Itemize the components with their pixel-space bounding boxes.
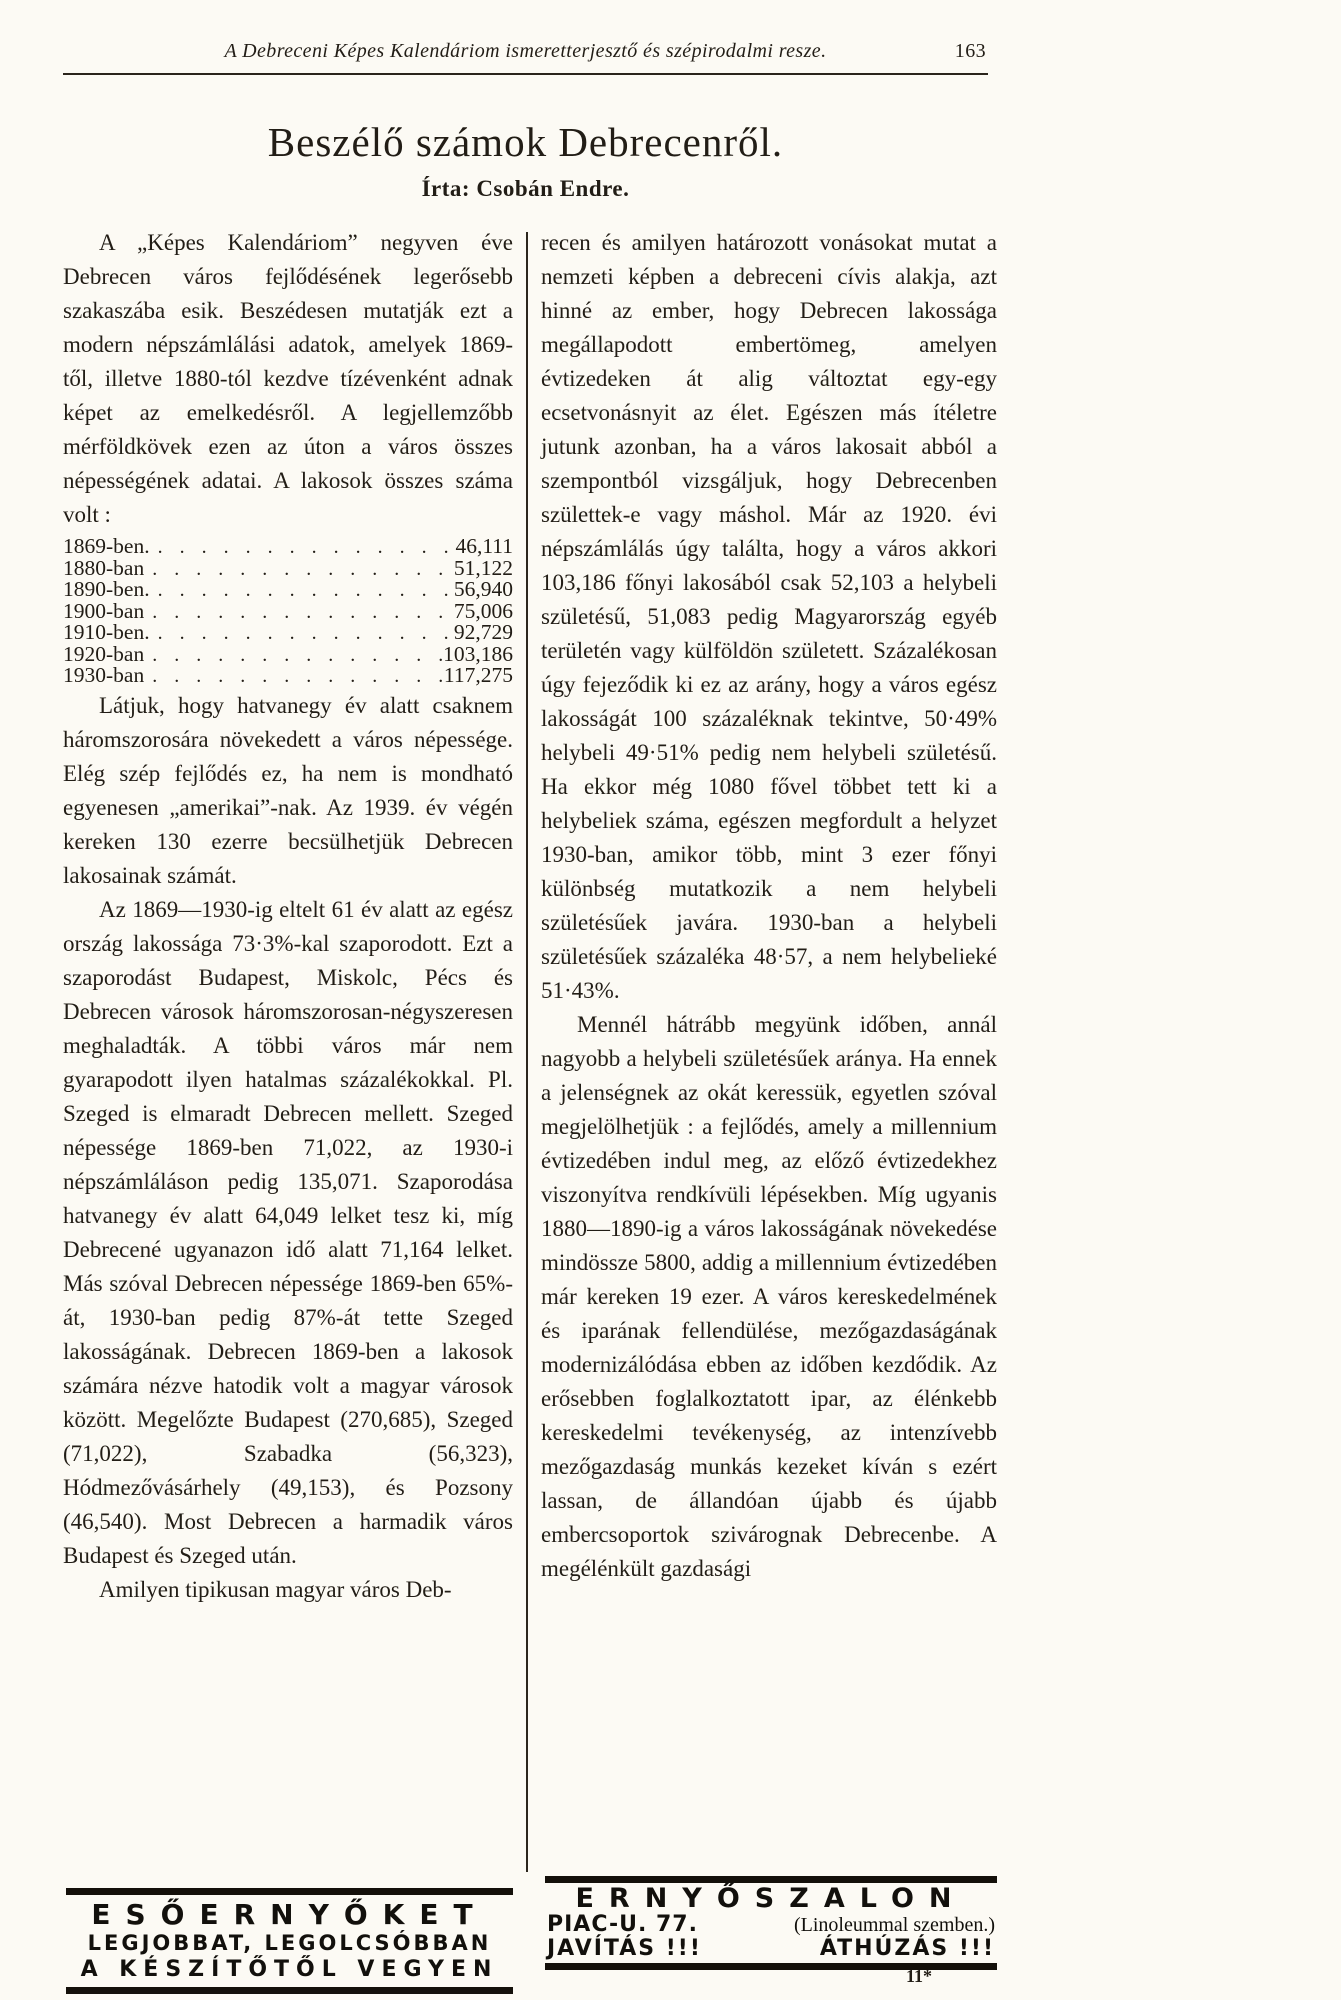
- salon-ad-service: ÁTHÚZÁS !!!: [819, 1936, 995, 1961]
- table-row: [63, 665, 513, 687]
- salon-ad-services: [545, 1937, 997, 1960]
- header-rule: [63, 73, 988, 75]
- umbrella-ad: [66, 1888, 513, 1994]
- paragraph: Látjuk, hogy hatvanegy év alatt csaknem háromszorosára növekedett a város népessége. Elég szép fejlődés ez, ha nem is mondható egyenesen „amerikai”-nak. Az 1939. év végén kereken 130 ezerre becsülhetjük Debrecen lakosainak számát.: [63, 692, 513, 888]
- article-body: [63, 226, 997, 1878]
- row-value: 92,729: [453, 620, 513, 644]
- umbrella-ad-line: A KÉSZÍTŐTŐL VEGYEN: [80, 1957, 499, 1982]
- row-label: 1890-ben.: [63, 577, 150, 601]
- left-column: [63, 226, 513, 1878]
- umbrella-ad-line: LEGJOBBAT, LEGOLCSÓBBAN: [87, 1931, 492, 1955]
- row-label: 1869-ben.: [63, 534, 150, 558]
- row-value: 103,186: [443, 641, 513, 666]
- salon-ad-headline: ERNYŐSZALON: [575, 1883, 967, 1914]
- page-number: 163: [954, 40, 986, 62]
- paragraph: Amilyen tipikusan magyar város Deb-: [99, 1576, 452, 1602]
- row-value: 75,006: [453, 598, 513, 623]
- table-row: [63, 598, 513, 623]
- column-divider: [526, 232, 528, 1872]
- row-label: 1910-ben.: [63, 620, 150, 644]
- paragraph: A „Képes Kalendáriom” negyven éve Debrecen város fejlődésének legerősebb szakaszába esik. Beszédesen mutatják ezt a modern népszámlálási adatok, amelyek 1869-től, illetve 1880-tól kezdve tízévenként adnak képet az emelkedésről. A legjellemzőbb mérföldkövek ezen az úton a város összes népességének adatai. A lakosok összes száma volt :: [63, 230, 513, 527]
- ad-border-bar: [66, 1888, 513, 1895]
- table-row: [63, 555, 513, 580]
- paragraph: recen és amilyen határozott vonásokat mutat a nemzeti képben a debreceni cívis alakja, azt hinné az ember, hogy Debrecen lakossága megállapodott embertömeg, amelyen évtizedeken át alig változtat egy-egy ecsetvonásnyit az élet. Egészen más ítéletre jutunk azonban, ha a város lakosait abból a szempontból vizsgáljuk, hogy Debrecenben születtek-e vagy máshol. Már az 1920. évi népszámlálás úgy találta, hogy a város akkori 103,186 főnyi lakosából csak 52,103 a helybeli születésű, 51,083 pedig Magyarország egyéb területén vagy külföldön született. Százalékosan úgy fejeződik ki ez az arány, hogy a város egész lakosságát 100 százaléknak tekintve, 50·49% helybeli 49·51% pedig nem helybeli születésű. Ha ekkor még 1080 fővel többet tett ki a helybeliek száma, egészen megfordult a helyzet 1930-ban, amikor több, mint 3 ezer főnyi különbség mutatkozik a nem helybeli születésűek javára. 1930-ban a helybeli születésűek százaléka 48·57, a nem helybelieké 51·43%.: [541, 230, 997, 1003]
- table-row: [63, 622, 513, 644]
- row-value: 51,122: [453, 555, 513, 580]
- paragraph: Mennél hátrább megyünk időben, annál nagyobb a helybeli születésűek aránya. Ha ennek a jelenségnek az okát keressük, egyetlen szóval megjelölhetjük : a fejlődés, amely a millennium évtizedében indul meg, az előző évtizedekhez viszonyítva rendkívüli lépésekben. Míg ugyanis 1880—1890-ig a város lakosságának növekedése mindössze 5800, addig a millennium évtizedében már kereken 19 ezer. A város kereskedelmének és iparának fellendülése, mezőgazdaságának modernizálódása ebben az időben kezdődik. Az erősebben foglalkoztatott ipar, az élénkebb kereskedelmi tevékenység, az intenzívebb mezőgazdaság munkás kezeket kíván s ezért lassan, de állandóan újabb és újabb embercsoportok szivárognak Debrecenbe. A megélénkült gazdasági: [541, 1012, 997, 1581]
- dot-leader: [144, 601, 454, 623]
- dot-leader: [150, 579, 454, 601]
- salon-ad-street: PIAC-U. 77.: [547, 1912, 698, 1937]
- row-label: 1880-ban: [63, 555, 145, 580]
- row-label: 1900-ban: [63, 598, 145, 623]
- salon-ad-service: JAVÍTÁS !!!: [547, 1936, 702, 1961]
- row-value: 46,111: [455, 534, 513, 558]
- population-table: [63, 536, 513, 687]
- article-title: Beszélő számok Debrecenről.: [267, 119, 784, 165]
- ad-border-bar: [545, 1876, 997, 1883]
- paragraph: Az 1869—1930-ig eltelt 61 év alatt az egész ország lakossága 73·3%-kal szaporodott. Ezt a szaporodást Budapest, Miskolc, Pécs és Debrecen városok háromszorosan-négyszeresen meghaladták. A többi város már nem gyarapodott ilyen hatalmas százalékokkal. Pl. Szeged is elmaradt Debrecen mellett. Szeged népessége 1869-ben 71,022, az 1930-i népszámláláson pedig 135,071. Szaporodása hatvanegy év alatt 64,049 lelket tesz ki, míg Debrecené ugyanazon idő alatt 71,164 lelket. Más szóval Debrecen népessége 1869-ben 65%-át, 1930-ban pedig 87%-át tette Szeged lakosságának. Debrecen 1869-ben a lakosok számára nézve hatodik volt a magyar városok között. Megelőzte Budapest (270,685), Szeged (71,022), Szabadka (56,323), Hódmezővásárhely (49,153), és Pozsony (46,540). Most Debrecen a harmadik város Budapest és Szeged után.: [63, 896, 513, 1568]
- running-title: A Debreceni Képes Kalendáriom ismeretterjesztő és szépirodalmi resze.: [224, 40, 827, 62]
- dot-leader: [144, 558, 454, 580]
- umbrella-ad-headline: ESŐERNYŐKET: [91, 1898, 488, 1931]
- right-column: [541, 226, 997, 1878]
- row-value: 56,940: [453, 577, 513, 601]
- signature-mark: 11*: [906, 1966, 933, 1986]
- dot-leader: [144, 665, 444, 687]
- running-header: [63, 40, 988, 63]
- table-row: [63, 641, 513, 666]
- salon-ad-note: (Linoleummal szemben.): [793, 1914, 995, 1936]
- dot-leader: [144, 644, 443, 666]
- byline: Írta: Csobán Endre.: [421, 176, 630, 201]
- salon-ad: [545, 1876, 997, 1970]
- row-label: 1920-ban: [63, 641, 145, 666]
- dot-leader: [150, 536, 456, 558]
- row-value: 117,275: [443, 663, 513, 687]
- salon-ad-address: [545, 1913, 997, 1937]
- ad-border-bar: [66, 1987, 513, 1994]
- table-row: [63, 579, 513, 601]
- dot-leader: [150, 622, 454, 644]
- row-label: 1930-ban: [63, 663, 145, 687]
- table-row: [63, 536, 513, 558]
